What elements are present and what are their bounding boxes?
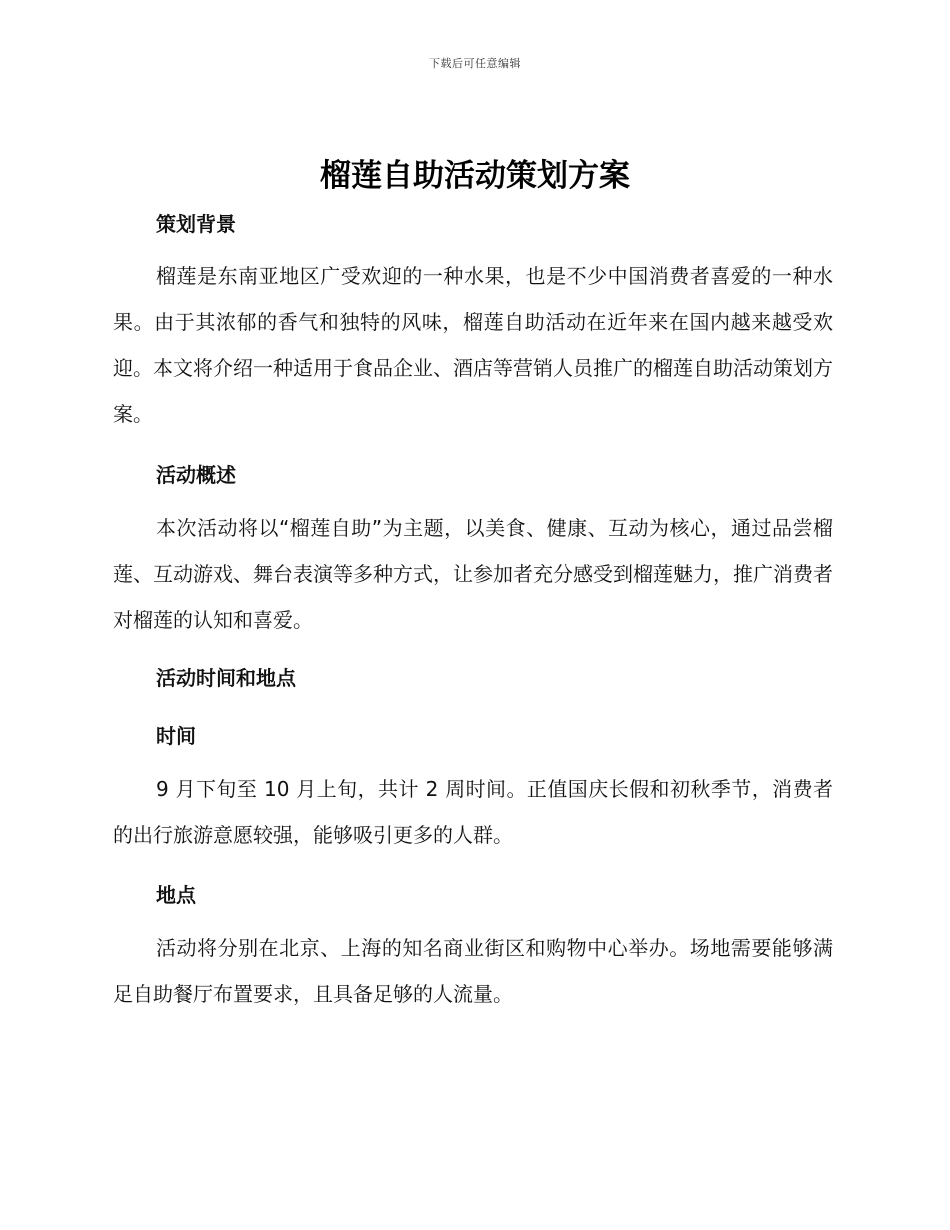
section-heading-background: 策划背景 <box>156 212 236 236</box>
section-heading-overview: 活动概述 <box>156 463 236 487</box>
section-heading-time: 时间 <box>156 724 196 748</box>
paragraph-background: 榴莲是东南亚地区广受欢迎的一种水果，也是不少中国消费者喜爱的一种水果。由于其浓郁的香气和独特的风味，榴莲自助活动在近年来在国内越来越受欢迎。本文将介绍一种适用于食品企业、酒店等营销人员推广的榴莲自助活动策划方案。 <box>113 264 833 426</box>
document-title: 榴莲自助活动策划方案 <box>320 158 630 194</box>
paragraph-time: 9 月下旬至 10 月上旬，共计 2 周时间。正值国庆长假和初秋季节，消费者的出行旅游意愿较强，能够吸引更多的人群。 <box>113 777 833 847</box>
section-heading-place: 地点 <box>156 883 196 907</box>
section-heading-time-place: 活动时间和地点 <box>156 666 296 690</box>
header-note: 下载后可任意编辑 <box>429 57 521 70</box>
paragraph-overview: 本次活动将以“榴莲自助”为主题，以美食、健康、互动为核心，通过品尝榴莲、互动游戏、舞台表演等多种方式，让参加者充分感受到榴莲魅力，推广消费者对榴莲的认知和喜爱。 <box>113 516 833 632</box>
paragraph-place: 活动将分别在北京、上海的知名商业街区和购物中心举办。场地需要能够满足自助餐厅布置要求，且具备足够的人流量。 <box>113 936 833 1006</box>
